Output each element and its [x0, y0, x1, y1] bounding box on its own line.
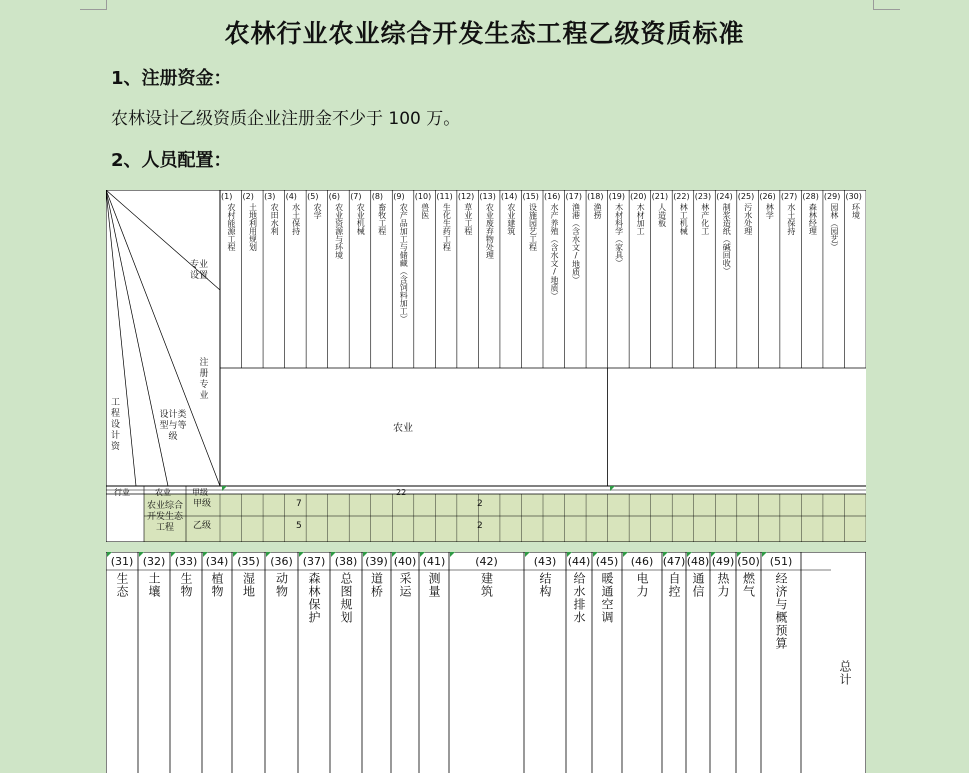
- cell-marker-t2-35: [233, 552, 238, 557]
- col-no-2: (2): [242, 192, 254, 201]
- col-name-43: 结构: [538, 572, 552, 598]
- col-no-4: (4): [285, 192, 297, 201]
- col-no-5: (5): [307, 192, 319, 201]
- col-name-49: 热力: [716, 572, 730, 598]
- col-name-35: 湿地: [241, 572, 256, 598]
- col-name-36: 动物: [274, 572, 289, 598]
- col-no-15: (15): [522, 192, 539, 201]
- col-no-27: (27): [780, 192, 798, 201]
- col-no-21: (21): [651, 192, 669, 201]
- diag-label-specialty: 专业设置: [189, 260, 208, 281]
- cut-row-type: 农业: [155, 488, 171, 497]
- diag-label-design-type: 设计类型与等级: [159, 410, 187, 442]
- col-name-21: 人造板: [657, 203, 667, 227]
- col-no-28: (28): [802, 192, 819, 201]
- col-no-35: (35): [237, 555, 260, 568]
- col-no-10: (10): [414, 192, 432, 201]
- col-name-22: 林工机械: [679, 203, 689, 235]
- page-corner-mark-right: [873, 0, 900, 10]
- col-name-31: 生态: [115, 572, 129, 598]
- col-no-26: (26): [759, 192, 776, 201]
- staffing-table-part2: [106, 552, 866, 773]
- staffing-table-part1: [106, 190, 866, 542]
- col-name-6: 农业资源与环境: [334, 203, 344, 259]
- col-name-41: 测量: [427, 572, 441, 598]
- col-name-33: 生物: [179, 572, 193, 598]
- document-title: 农林行业农业综合开发生态工程乙级资质标准: [224, 19, 745, 48]
- col-name-32: 土壤: [147, 572, 161, 598]
- col-no-39: (39): [365, 555, 388, 568]
- col-name-8: 畜牧工程: [377, 203, 387, 235]
- col-name-30: 环境: [851, 203, 861, 219]
- cell-marker-t2-44: [567, 552, 572, 557]
- cell-marker-t2-42: [450, 552, 455, 557]
- col-name-14: 农业建筑: [506, 203, 516, 235]
- row-jia-value-1: 7: [296, 499, 302, 509]
- cell-marker-t2-45: [593, 552, 598, 557]
- col-no-14: (14): [500, 192, 518, 201]
- col-name-12: 草业工程: [463, 203, 473, 235]
- col-name-46: 电力: [635, 572, 649, 598]
- col-name-29: 园林（园艺）: [829, 203, 839, 251]
- col-no-17: (17): [565, 192, 582, 201]
- agriculture-label: 农业: [393, 423, 413, 434]
- col-no-3: (3): [264, 192, 276, 201]
- col-no-32: (32): [142, 555, 166, 568]
- col-no-24: (24): [716, 192, 733, 201]
- cell-marker-t2-41: [420, 552, 425, 557]
- row-jia-value-2: 2: [477, 499, 483, 509]
- col-no-16: (16): [544, 192, 561, 201]
- col-no-51: (51): [769, 555, 793, 568]
- col-name-7: 农业机械: [356, 203, 366, 235]
- cell-marker-t2-38: [331, 552, 336, 557]
- col-name-19: 木材科学（家具）: [614, 203, 624, 267]
- col-no-46: (46): [630, 555, 654, 568]
- col-no-43: (43): [533, 555, 557, 568]
- col-name-9: 农产品加工与储藏（含饲料加工）: [399, 203, 409, 323]
- col-name-48: 通信: [691, 572, 705, 598]
- capital-requirement-text: 农林设计乙级资质企业注册金不少于 100 万。: [111, 109, 461, 129]
- total-label: 总计: [838, 660, 852, 686]
- col-name-51: 经济与概预算: [774, 572, 788, 650]
- cell-marker-t2-46: [623, 552, 628, 557]
- cell-marker-t2-43: [525, 552, 530, 557]
- col-no-44: (44): [567, 555, 591, 568]
- col-name-27: 水土保持: [786, 203, 796, 235]
- cell-marker-t2-36: [266, 552, 271, 557]
- col-no-30: (30): [845, 192, 862, 201]
- col-name-3: 农田水利: [270, 203, 280, 235]
- cell-marker-t2-40: [392, 552, 397, 557]
- diag-label-qualification: 工程设计资: [110, 398, 120, 452]
- cell-marker-t2-37: [299, 552, 304, 557]
- col-no-48: (48): [686, 555, 710, 568]
- cell-marker-t2-49: [711, 552, 716, 557]
- col-name-26: 林学: [765, 203, 775, 219]
- col-no-40: (40): [393, 555, 417, 568]
- cell-marker-t2-34: [203, 552, 208, 557]
- col-name-23: 林产化工: [700, 203, 710, 235]
- row-grade-jia: 甲级: [193, 499, 212, 509]
- row-name-agri-dev-eco: 农业综合开发生态工程: [146, 501, 183, 533]
- cell-marker-t2-39: [363, 552, 368, 557]
- col-name-4: 水土保持: [291, 203, 301, 235]
- col-name-50: 燃气: [741, 572, 756, 598]
- col-name-42: 建筑: [479, 572, 494, 598]
- cut-row-grade: 甲级: [192, 488, 208, 497]
- col-name-39: 道桥: [369, 572, 384, 598]
- col-name-15: 设施园艺工程: [528, 203, 538, 251]
- col-name-45: 暖通空调: [600, 572, 614, 624]
- col-no-36: (36): [270, 555, 293, 568]
- cell-marker-0: [222, 486, 227, 491]
- col-name-1: 农村能源工程: [227, 203, 236, 251]
- row-grade-yi: 乙级: [193, 521, 212, 531]
- col-no-42: (42): [475, 555, 498, 568]
- col-no-45: (45): [595, 555, 619, 568]
- col-name-28: 森林经理: [808, 203, 818, 235]
- cut-row-industry: 行业: [114, 488, 130, 497]
- section-heading-capital: 1、注册资金：: [111, 68, 232, 89]
- cut-row-value: 22: [396, 488, 407, 497]
- col-name-24: 制浆造纸（碱回收）: [722, 203, 732, 275]
- col-no-9: (9): [393, 192, 405, 201]
- col-name-10: 兽医: [420, 203, 430, 219]
- cell-marker-t2-48: [687, 552, 692, 557]
- row-yi-value-1: 5: [296, 521, 302, 531]
- col-no-18: (18): [587, 192, 604, 201]
- col-name-2: 土地利用规划: [248, 203, 258, 251]
- col-no-50: (50): [737, 555, 760, 568]
- col-no-29: (29): [823, 192, 841, 201]
- col-no-31: (31): [110, 555, 134, 568]
- cell-marker-t2-32: [139, 552, 144, 557]
- col-name-17: 渔港（含水文/地质）: [571, 203, 581, 284]
- col-no-23: (23): [694, 192, 712, 201]
- row-yi-value-2: 2: [477, 521, 483, 531]
- col-no-7: (7): [350, 192, 362, 201]
- col-no-25: (25): [737, 192, 755, 201]
- page-corner-mark-left: [80, 0, 107, 10]
- col-no-1: (1): [221, 192, 233, 201]
- col-name-34: 植物: [210, 572, 224, 598]
- diag-label-registered: 注册专业: [199, 358, 209, 401]
- col-no-34: (34): [205, 555, 229, 568]
- col-name-40: 采运: [398, 572, 412, 598]
- col-name-18: 渔捞: [593, 203, 603, 219]
- col-no-49: (49): [711, 555, 735, 568]
- col-name-25: 污水处理: [743, 203, 753, 235]
- col-no-11: (11): [436, 192, 453, 201]
- col-no-37: (37): [302, 555, 326, 568]
- col-name-16: 水产养殖（含水文/地质）: [550, 203, 559, 300]
- cell-marker-t2-47: [663, 552, 668, 557]
- col-no-6: (6): [328, 192, 340, 201]
- cell-marker-t2-31: [107, 552, 112, 557]
- col-no-33: (33): [174, 555, 198, 568]
- col-no-20: (20): [630, 192, 647, 201]
- col-no-41: (41): [422, 555, 446, 568]
- cell-marker-t2-33: [171, 552, 176, 557]
- col-name-11: 生化生药工程: [442, 203, 452, 251]
- col-no-19: (19): [608, 192, 626, 201]
- col-no-47: (47): [662, 555, 686, 568]
- cell-marker-t2-51: [762, 552, 767, 557]
- col-no-12: (12): [457, 192, 475, 201]
- section-heading-staff: 2、人员配置：: [111, 150, 232, 171]
- col-name-13: 农业废弃物处理: [485, 203, 495, 259]
- col-no-13: (13): [479, 192, 496, 201]
- col-name-37: 森林保护: [307, 572, 321, 624]
- col-no-22: (22): [673, 192, 690, 201]
- cell-marker-t2-50: [737, 552, 742, 557]
- col-name-47: 自控: [667, 572, 681, 598]
- col-name-20: 木材加工: [636, 203, 646, 235]
- col-name-5: 农学: [313, 203, 323, 219]
- col-name-38: 总图规划: [339, 572, 353, 624]
- col-no-8: (8): [371, 192, 384, 201]
- col-no-38: (38): [334, 555, 358, 568]
- cell-marker-1: [610, 486, 615, 491]
- col-name-44: 给水排水: [572, 572, 586, 624]
